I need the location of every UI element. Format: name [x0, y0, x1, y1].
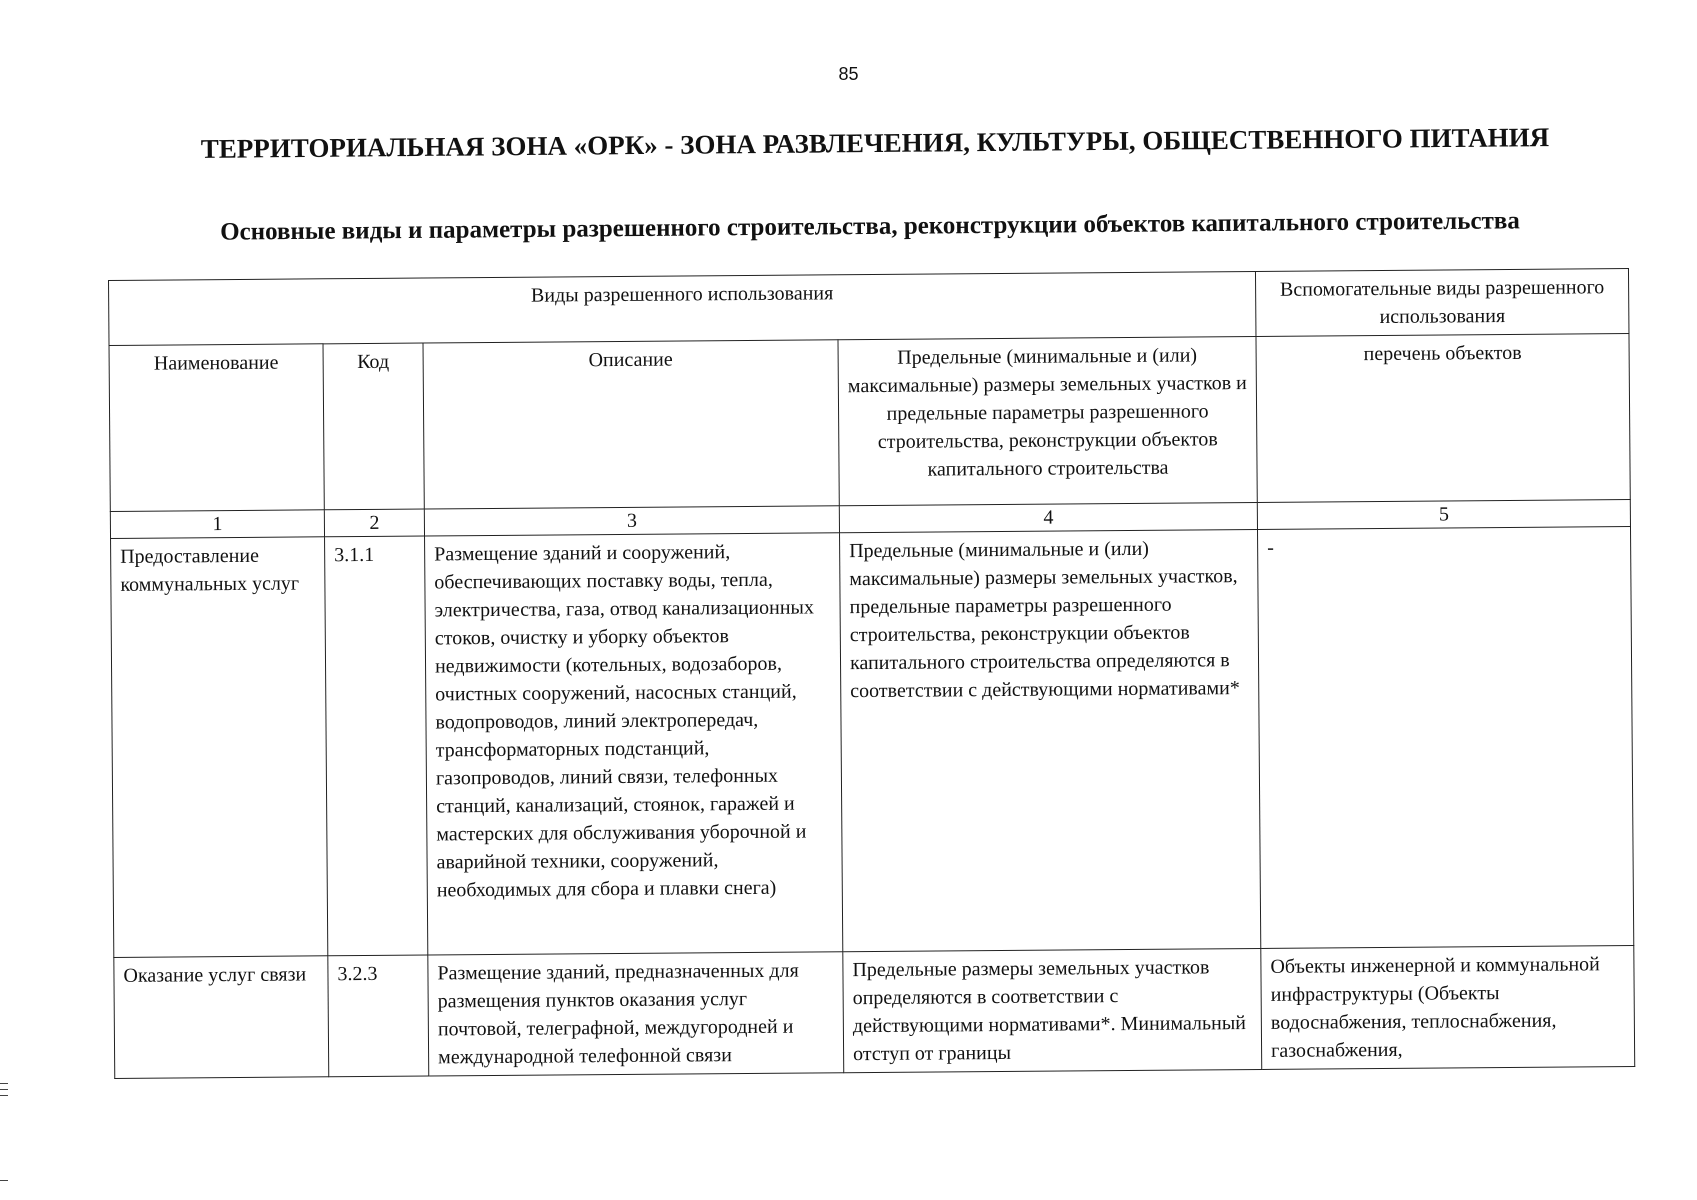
- page-subtitle: Основные виды и параметры разрешенного строительства, реконструкции объектов капитального строительства: [220, 207, 1520, 246]
- cell-auxiliary: Объекты инженерной и коммунальной инфраструктуры (Объекты водоснабжения, теплоснабжения, газоснабжения,: [1261, 946, 1635, 1070]
- column-header-description: Описание: [423, 340, 839, 509]
- column-number: 1: [110, 510, 324, 539]
- cell-auxiliary: -: [1258, 527, 1634, 949]
- cell-parameters: Предельные (минимальные и (или) максимальные) размеры земельных участков, предельные параметры разрешенного строительства, реконструкции объектов капитального строительства определяются в соответствии с действующими нормативами*: [840, 529, 1261, 951]
- group-header-main: Виды разрешенного использования: [109, 271, 1256, 345]
- cell-description: Размещение зданий, предназначенных для размещения пунктов оказания услуг почтовой, телеграфной, междугородней и международной телефонной связи: [428, 952, 844, 1076]
- margin-mark: [0, 1083, 8, 1084]
- column-number: 5: [1257, 500, 1630, 530]
- table-row: [114, 946, 1635, 1079]
- page-title: ТЕРРИТОРИАЛЬНАЯ ЗОНА «ОРК» - ЗОНА РАЗВЛЕЧЕНИЯ, КУЛЬТУРЫ, ОБЩЕСТВЕННОГО ПИТАНИЯ: [200, 122, 1550, 164]
- column-header-objects: перечень объектов: [1256, 334, 1630, 503]
- cell-code: 3.2.3: [328, 955, 429, 1077]
- column-header-name: Наименование: [109, 344, 324, 512]
- cell-name: Предоставление коммунальных услуг: [111, 537, 328, 958]
- table-row: [111, 527, 1634, 958]
- cell-code: 3.1.1: [325, 536, 428, 956]
- column-number: 3: [424, 506, 839, 536]
- column-header-row: [109, 334, 1630, 512]
- regulations-table: [108, 268, 1635, 1079]
- cell-name: Оказание услуг связи: [114, 956, 329, 1079]
- cell-parameters: Предельные размеры земельных участков определяются в соответствии с действующими нормативами*. Минимальный отступ от границы: [843, 948, 1262, 1072]
- group-header-auxiliary: Вспомогательные виды разрешенного использования: [1255, 269, 1628, 337]
- margin-mark: [0, 1180, 8, 1181]
- column-number: 4: [839, 502, 1257, 532]
- margin-mark: [0, 1095, 8, 1096]
- cell-description: Размещение зданий и сооружений, обеспечивающих поставку воды, тепла, электричества, газа, отвод канализационных стоков, очистку и уборку объектов недвижимости (котельных, водозаборов, очистных сооружений, насосных станций, водопроводов, линий электропередач, трансформаторных подстанций, газопроводов, линий связи, телефонных станций, канализаций, стоянок, гаражей и мастерских для обслуживания уборочной и аварийной техники, сооружений, необходимых для сбора и плавки снега): [425, 533, 843, 955]
- column-header-code: Код: [323, 343, 424, 510]
- regulations-table-container: [108, 268, 1634, 1079]
- page-number: 85: [838, 64, 859, 84]
- column-number: 2: [324, 509, 424, 537]
- margin-mark: [0, 1089, 8, 1090]
- group-header-row: [109, 269, 1629, 346]
- column-header-parameters: Предельные (минимальные и (или) максимальные) размеры земельных участков и предельные параметры разрешенного строительства, реконструкции объектов капитального строительства: [838, 336, 1257, 505]
